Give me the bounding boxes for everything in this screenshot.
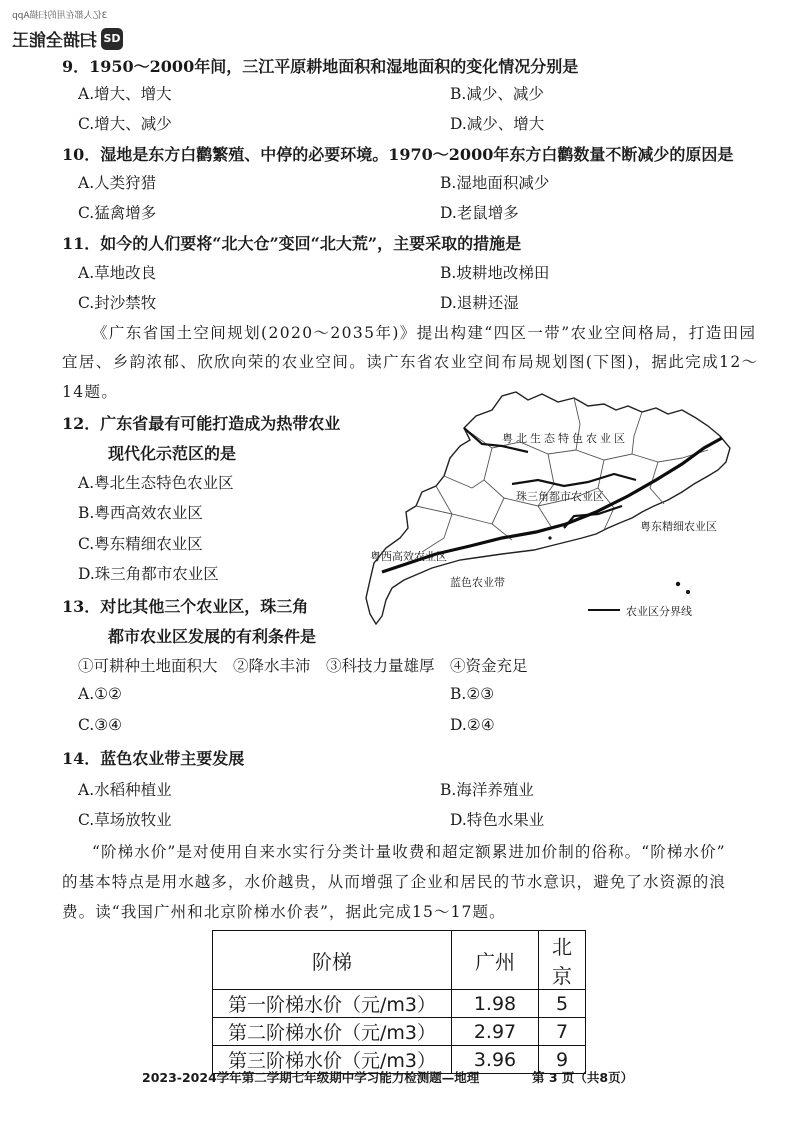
q14-option-c: C.草场放牧业 <box>78 811 172 829</box>
q11-option-a: A.草地改良 <box>78 264 157 282</box>
table-cell-beijing: 9 <box>539 1046 586 1074</box>
intro-15-17-line2: 的基本特点是用水越多，水价越贵，从而增强了企业和居民的节水意识，避免了水资源的浪 <box>62 873 727 891</box>
intro-15-17-line3: 费。读“我国广州和北京阶梯水价表”，据此完成15～17题。 <box>62 903 506 921</box>
q9-option-c: C.增大、减少 <box>78 115 172 133</box>
table-cell-guangzhou: 3.96 <box>452 1046 539 1074</box>
question-10-stem: 10．湿地是东方白鹳繁殖、中停的必要环境。1970～2000年东方白鹳数量不断减少的原因是 <box>62 145 734 164</box>
question-12-stem-line1: 12．广东省最有可能打造成为热带农业 <box>62 414 341 433</box>
map-label-blue-belt: 蓝色农业带 <box>450 576 505 589</box>
table-header-guangzhou: 广州 <box>452 931 539 990</box>
watermark-logo-icon: SD <box>101 28 123 50</box>
watermark-text: 扫描全能王 <box>12 31 97 51</box>
q14-option-d: D.特色水果业 <box>450 811 545 829</box>
q12-option-d: D.珠三角都市农业区 <box>78 565 219 583</box>
table-header-beijing: 北京 <box>539 931 586 990</box>
intro-12-14-line3: 14题。 <box>62 383 119 401</box>
map-label-west: 粤西高效农业区 <box>370 550 447 563</box>
question-9-stem: 9．1950～2000年间，三江平原耕地面积和湿地面积的变化情况分别是 <box>62 57 579 76</box>
table-header-tier: 阶梯 <box>213 931 452 990</box>
watermark-small-text: 3亿人都在用的扫描App <box>12 11 108 21</box>
table-header-row <box>213 931 586 990</box>
q14-option-a: A.水稻种植业 <box>78 781 172 799</box>
q9-option-d: D.减少、增大 <box>450 115 545 133</box>
q14-option-b: B.海洋养殖业 <box>440 781 534 799</box>
q10-option-d: D.老鼠增多 <box>440 204 519 222</box>
question-13-stem-line2: 都市农业区发展的有利条件是 <box>108 627 317 646</box>
question-13-stem-line1: 13．对比其他三个农业区，珠三角 <box>62 597 309 616</box>
map-drawing <box>352 388 742 638</box>
footer-exam-title: 2023-2024学年第二学期七年级期中学习能力检测题—地理 <box>142 1070 480 1085</box>
q10-option-b: B.湿地面积减少 <box>440 174 550 192</box>
table-cell-beijing: 7 <box>539 1018 586 1046</box>
q9-option-a: A.增大、增大 <box>78 85 172 103</box>
q9-option-b: B.减少、减少 <box>450 85 544 103</box>
table-row <box>213 1018 586 1046</box>
footer-page-number: 第 3 页（共8页） <box>532 1070 634 1085</box>
q11-option-d: D.退耕还湿 <box>440 294 519 312</box>
question-11-stem: 11．如今的人们要将“北大仓”变回“北大荒”，主要采取的措施是 <box>62 234 522 253</box>
table-cell-tier: 第二阶梯水价（元/m3） <box>213 1018 452 1046</box>
map-label-north: 粤北生态特色农业区 <box>502 432 628 445</box>
q12-option-c: C.粤东精细农业区 <box>78 535 203 553</box>
q10-option-c: C.猛禽增多 <box>78 204 157 222</box>
q13-option-b: B.②③ <box>450 685 495 703</box>
table-row <box>213 990 586 1018</box>
q13-option-a: A.①② <box>78 685 122 703</box>
question-14-stem: 14．蓝色农业带主要发展 <box>62 749 245 768</box>
scanner-watermark <box>12 8 132 52</box>
table-cell-guangzhou: 2.97 <box>452 1018 539 1046</box>
intro-12-14-line1: 《广东省国土空间规划(2020～2035年)》提出构建“四区一带”农业空间格局，打造田园 <box>92 324 757 342</box>
water-price-table <box>212 930 586 1074</box>
table-cell-tier: 第一阶梯水价（元/m3） <box>213 990 452 1018</box>
q12-option-a: A.粤北生态特色农业区 <box>78 474 234 492</box>
q10-option-a: A.人类狩猎 <box>78 174 157 192</box>
table-cell-guangzhou: 1.98 <box>452 990 539 1018</box>
q13-statements: ①可耕种土地面积大 ②降水丰沛 ③科技力量雄厚 ④资金充足 <box>78 657 528 675</box>
table-cell-tier: 第三阶梯水价（元/m3） <box>213 1046 452 1074</box>
intro-12-14-line2: 宜居、乡韵浓郁、欣欣向荣的农业空间。读广东省农业空间布局规划图(下图)，据此完成12～ <box>62 353 759 371</box>
table-cell-beijing: 5 <box>539 990 586 1018</box>
guangdong-agriculture-map <box>352 388 742 638</box>
intro-15-17-line1: “阶梯水价”是对使用自来水实行分类计量收费和超定额累进加价制的俗称。“阶梯水价” <box>92 843 726 861</box>
q11-option-b: B.坡耕地改梯田 <box>440 264 550 282</box>
q13-option-c: C.③④ <box>78 716 123 734</box>
map-label-prd: 珠三角都市农业区 <box>516 490 604 503</box>
map-legend-label: 农业区分界线 <box>626 605 692 618</box>
q13-option-d: D.②④ <box>450 716 495 734</box>
map-label-east: 粤东精细农业区 <box>640 520 717 533</box>
q12-option-b: B.粤西高效农业区 <box>78 504 203 522</box>
q11-option-c: C.封沙禁牧 <box>78 294 157 312</box>
question-12-stem-line2: 现代化示范区的是 <box>108 444 237 463</box>
